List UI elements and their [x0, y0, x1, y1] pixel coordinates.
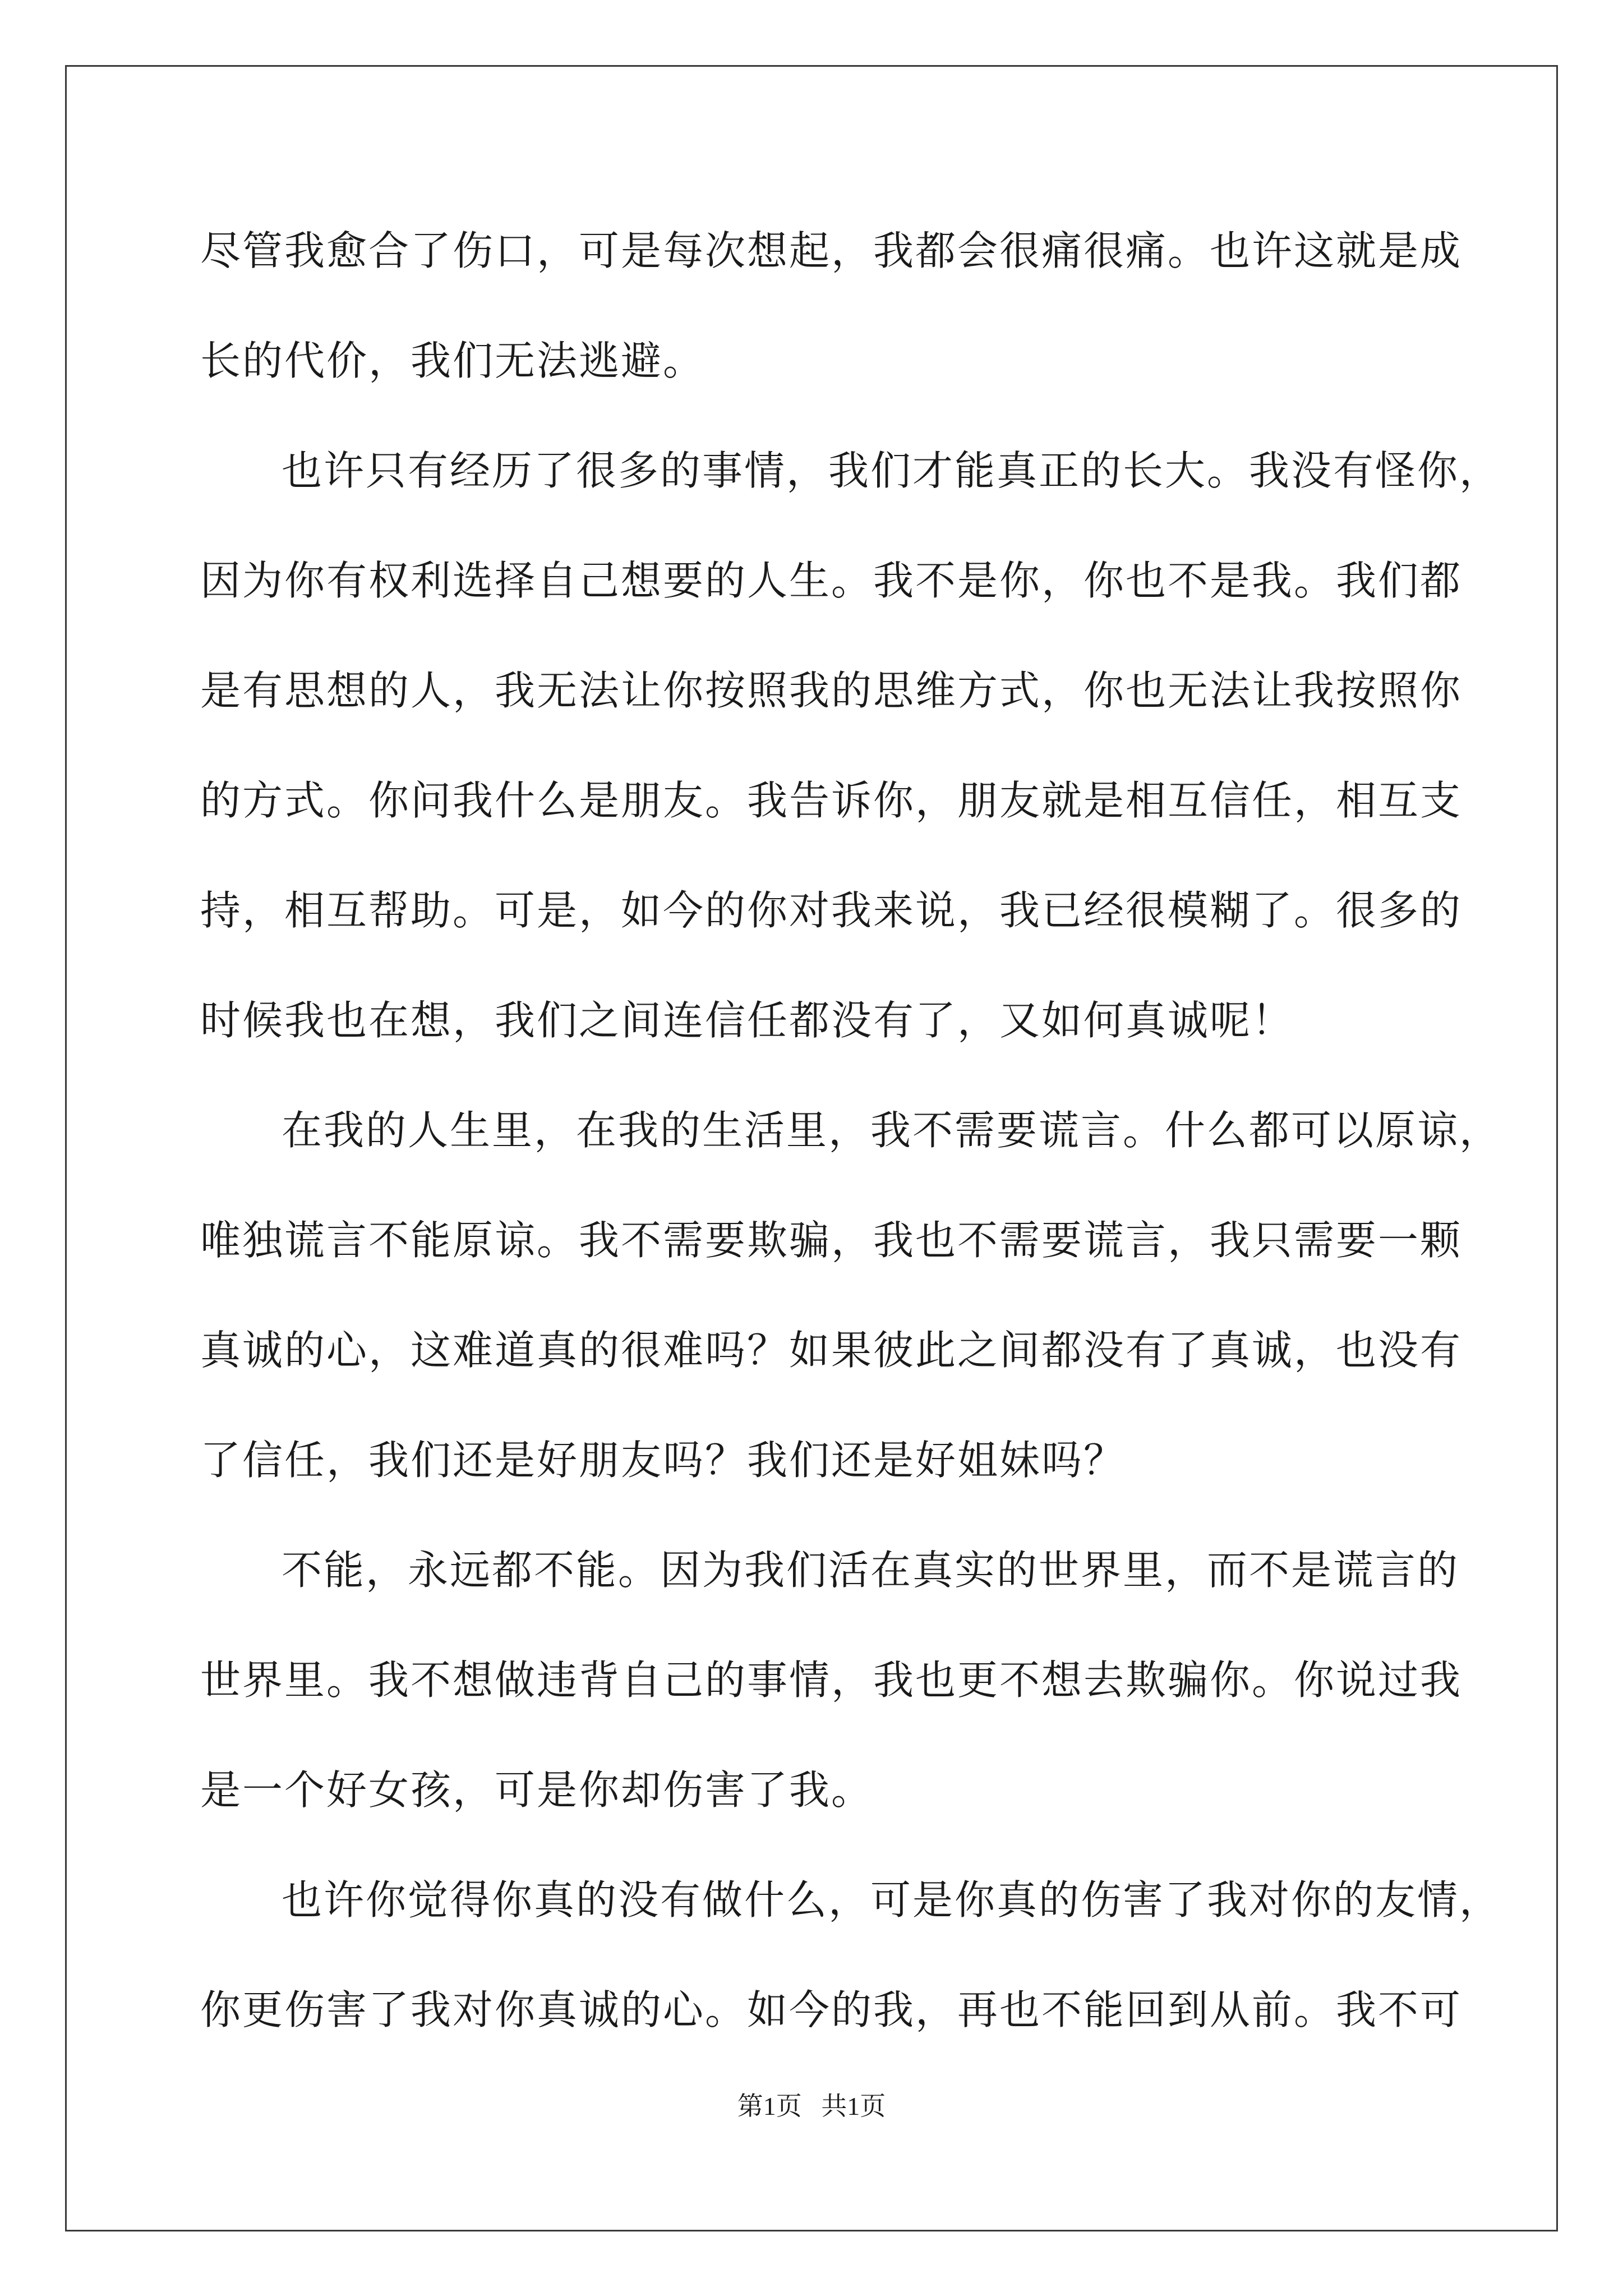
text-line: 的方式。你问我什么是朋友。我告诉你，朋友就是相互信任，相互支 — [200, 777, 1463, 824]
text-line: 世界里。我不想做违背自己的事情，我也更不想去欺骗你。你说过我 — [200, 1657, 1463, 1704]
text-line: 长的代价，我们无法逃避。 — [200, 337, 706, 384]
text-line: 因为你有权利选择自己想要的人生。我不是你，你也不是我。我们都 — [200, 557, 1463, 604]
paragraph-first-line: 在我的人生里，在我的生活里，我不需要谎言。什么都可以原谅， — [282, 1107, 1502, 1154]
paragraph-first-line: 也许你觉得你真的没有做什么，可是你真的伤害了我对你的友情， — [282, 1876, 1502, 1924]
text-line: 尽管我愈合了伤口，可是每次想起，我都会很痛很痛。也许这就是成 — [200, 227, 1463, 274]
page-footer: 第1页 共1页 — [737, 2092, 886, 2120]
text-line: 是一个好女孩，可是你却伤害了我。 — [200, 1766, 874, 1814]
text-line: 是有思想的人，我无法让你按照我的思维方式，你也无法让我按照你 — [200, 667, 1463, 714]
text-line: 时候我也在想，我们之间连信任都没有了，又如何真诚呢！ — [200, 997, 1294, 1044]
paragraph-first-line: 也许只有经历了很多的事情，我们才能真正的长大。我没有怪你， — [282, 447, 1502, 494]
text-line: 真诚的心，这难道真的很难吗？如果彼此之间都没有了真诚，也没有 — [200, 1327, 1463, 1374]
text-line: 持，相互帮助。可是，如今的你对我来说，我已经很模糊了。很多的 — [200, 887, 1463, 934]
text-line: 唯独谎言不能原谅。我不需要欺骗，我也不需要谎言，我只需要一颗 — [200, 1217, 1463, 1264]
text-line: 你更伤害了我对你真诚的心。如今的我，再也不能回到从前。我不可 — [200, 1986, 1463, 2033]
text-line: 了信任，我们还是好朋友吗？我们还是好姐妹吗？ — [200, 1437, 1126, 1484]
paragraph-first-line: 不能，永远都不能。因为我们活在真实的世界里，而不是谎言的 — [282, 1547, 1460, 1594]
